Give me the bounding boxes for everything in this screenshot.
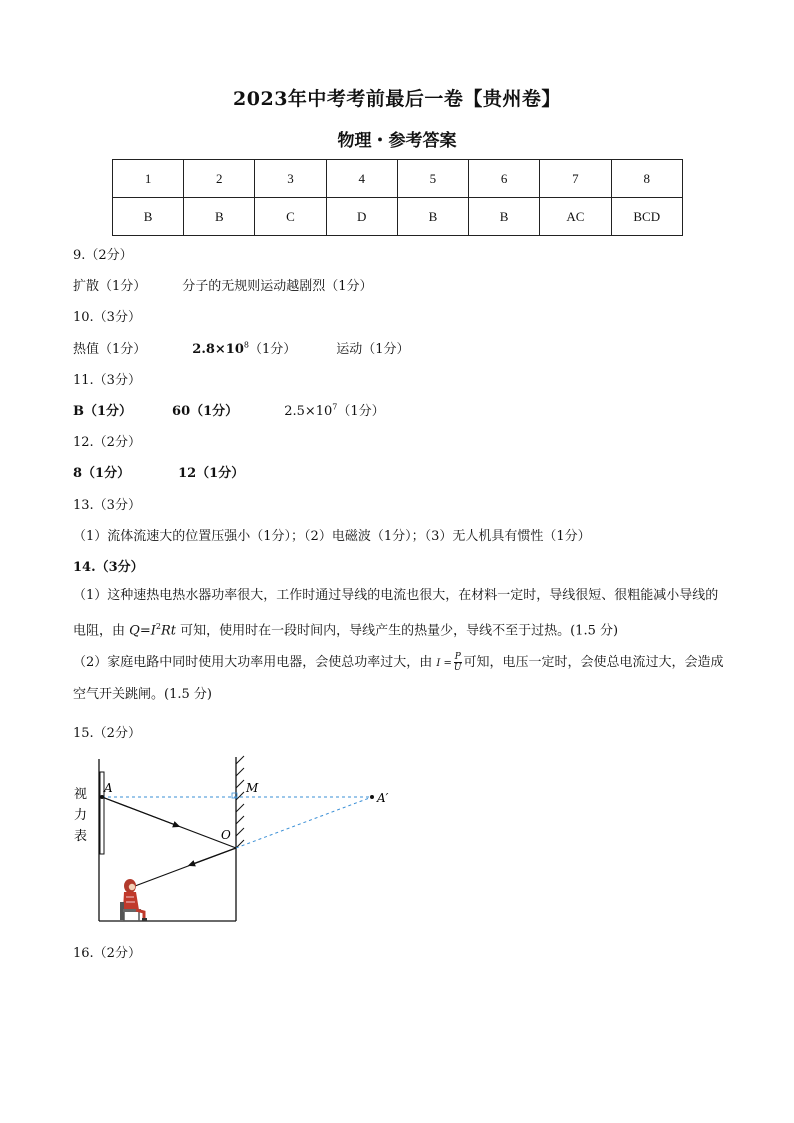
q10-answer-2-value: 2.8×10 (192, 342, 244, 357)
q12-header: 12.（2分） (73, 435, 141, 450)
q10-header: 10.（3分） (73, 310, 141, 325)
q10-answer-2-score: （1分） (248, 342, 297, 357)
label-m: M (246, 781, 259, 795)
mirror-hatching (236, 756, 244, 848)
chart-label-char-3: 表 (74, 829, 88, 844)
table-cell-number: 6 (469, 160, 540, 198)
q14-fraction-numerator: P (454, 652, 461, 662)
mirror-ray-diagram (60, 752, 420, 932)
q11-header: 11.（3分） (73, 373, 141, 388)
table-cell-number: 7 (540, 160, 611, 198)
chart-label-char-2: 力 (74, 808, 88, 823)
point-a-dot (100, 795, 104, 799)
q13-answer: （1）流体流速大的位置压强小（1分）；（2）电磁波（1分）；（3）无人机具有惯性（1分） (73, 529, 591, 544)
q14-formula-i: I (150, 623, 156, 639)
table-cell-number: 1 (113, 160, 184, 198)
answer-table-number-row (113, 160, 683, 198)
label-a: A (104, 781, 113, 795)
table-cell-answer: D (326, 198, 397, 236)
page-subtitle: 物理・参考答案 (337, 131, 457, 151)
table-cell-answer: B (397, 198, 468, 236)
table-cell-answer: BCD (611, 198, 682, 236)
table-cell-number: 5 (397, 160, 468, 198)
q10-answers (73, 338, 410, 357)
q14-paragraph-2 (73, 647, 728, 710)
q14-paragraph-1 (73, 580, 728, 646)
label-o: O (221, 828, 231, 842)
q10-answer-3: 运动（1分） (336, 342, 410, 357)
q14-p2-text-b: 可知，电压一定时，会使总电流过大，会造成空气开关跳闸。(1.5 分) (73, 655, 724, 702)
table-cell-answer: C (255, 198, 326, 236)
q12-answers (73, 462, 244, 481)
q10-answer-1: 热值（1分） (73, 342, 147, 357)
q11-answer-2: 60（1分） (172, 404, 239, 419)
q9-answer-1: 扩散（1分） (73, 279, 147, 294)
table-cell-number: 8 (611, 160, 682, 198)
table-cell-answer: B (113, 198, 184, 236)
reflected-ray-arrow (190, 848, 236, 865)
q16-header: 16.（2分） (73, 946, 141, 961)
table-cell-number: 2 (184, 160, 255, 198)
q14-formula-lhs: I = (436, 658, 452, 669)
q12-answer-1: 8（1分） (73, 466, 131, 481)
q14-formula-exp: 2 (155, 622, 161, 631)
label-a-prime: A′ (377, 791, 389, 805)
q9-answer-2: 分子的无规则运动越剧烈（1分） (182, 279, 373, 294)
q10-answer-2-exponent: 8 (243, 340, 249, 350)
q9-header: 9.（2分） (73, 248, 133, 263)
q14-p1-text-a: （1）这种速热电热水器功率很大，工作时通过导线的电流也很大，在材料一定时，导线很短、很粗能减小导线的电阻，由 (73, 588, 719, 639)
q14-formula-rt: Rt (160, 623, 176, 639)
q11-answers (73, 400, 385, 419)
table-cell-answer: B (469, 198, 540, 236)
q9-answers (73, 275, 373, 294)
q14-p2-text-a: （2）家庭电路中同时使用大功率用电器，会使总功率过大，由 (73, 655, 437, 670)
table-cell-answer: AC (540, 198, 611, 236)
page-title: 2023年中考考前最后一卷【贵州卷】 (233, 88, 561, 110)
answer-table-answer-row (113, 198, 683, 236)
table-cell-number: 3 (255, 160, 326, 198)
chart-label-char-1: 视 (74, 787, 88, 802)
table-cell-answer: B (184, 198, 255, 236)
q14-p1-text-b: 可知，使用时在一段时间内，导线产生的热量少，导线不至于过热。(1.5 分) (175, 623, 619, 639)
q14-formula-eq: = (139, 623, 151, 639)
q11-answer-3-score: （1分） (337, 404, 385, 419)
q13-header: 13.（3分） (73, 498, 141, 513)
person-icon (120, 879, 147, 921)
q12-answer-2: 12（1分） (178, 466, 245, 481)
answer-table (112, 159, 683, 236)
q14-header: 14.（3分） (73, 560, 144, 575)
q11-answer-1: B（1分） (73, 404, 133, 419)
table-cell-number: 4 (326, 160, 397, 198)
dashed-line-o-to-image (236, 797, 372, 848)
q11-answer-3-exponent: 7 (332, 402, 338, 412)
q15-header: 15.（2分） (73, 726, 141, 741)
q14-fraction (454, 652, 462, 673)
q14-formula-q: Q (129, 623, 140, 639)
q11-answer-3-value: 2.5×10 (284, 404, 333, 419)
image-point-dot (370, 795, 374, 799)
q14-fraction-denominator: U (453, 663, 462, 673)
incident-ray-arrow (102, 797, 178, 826)
